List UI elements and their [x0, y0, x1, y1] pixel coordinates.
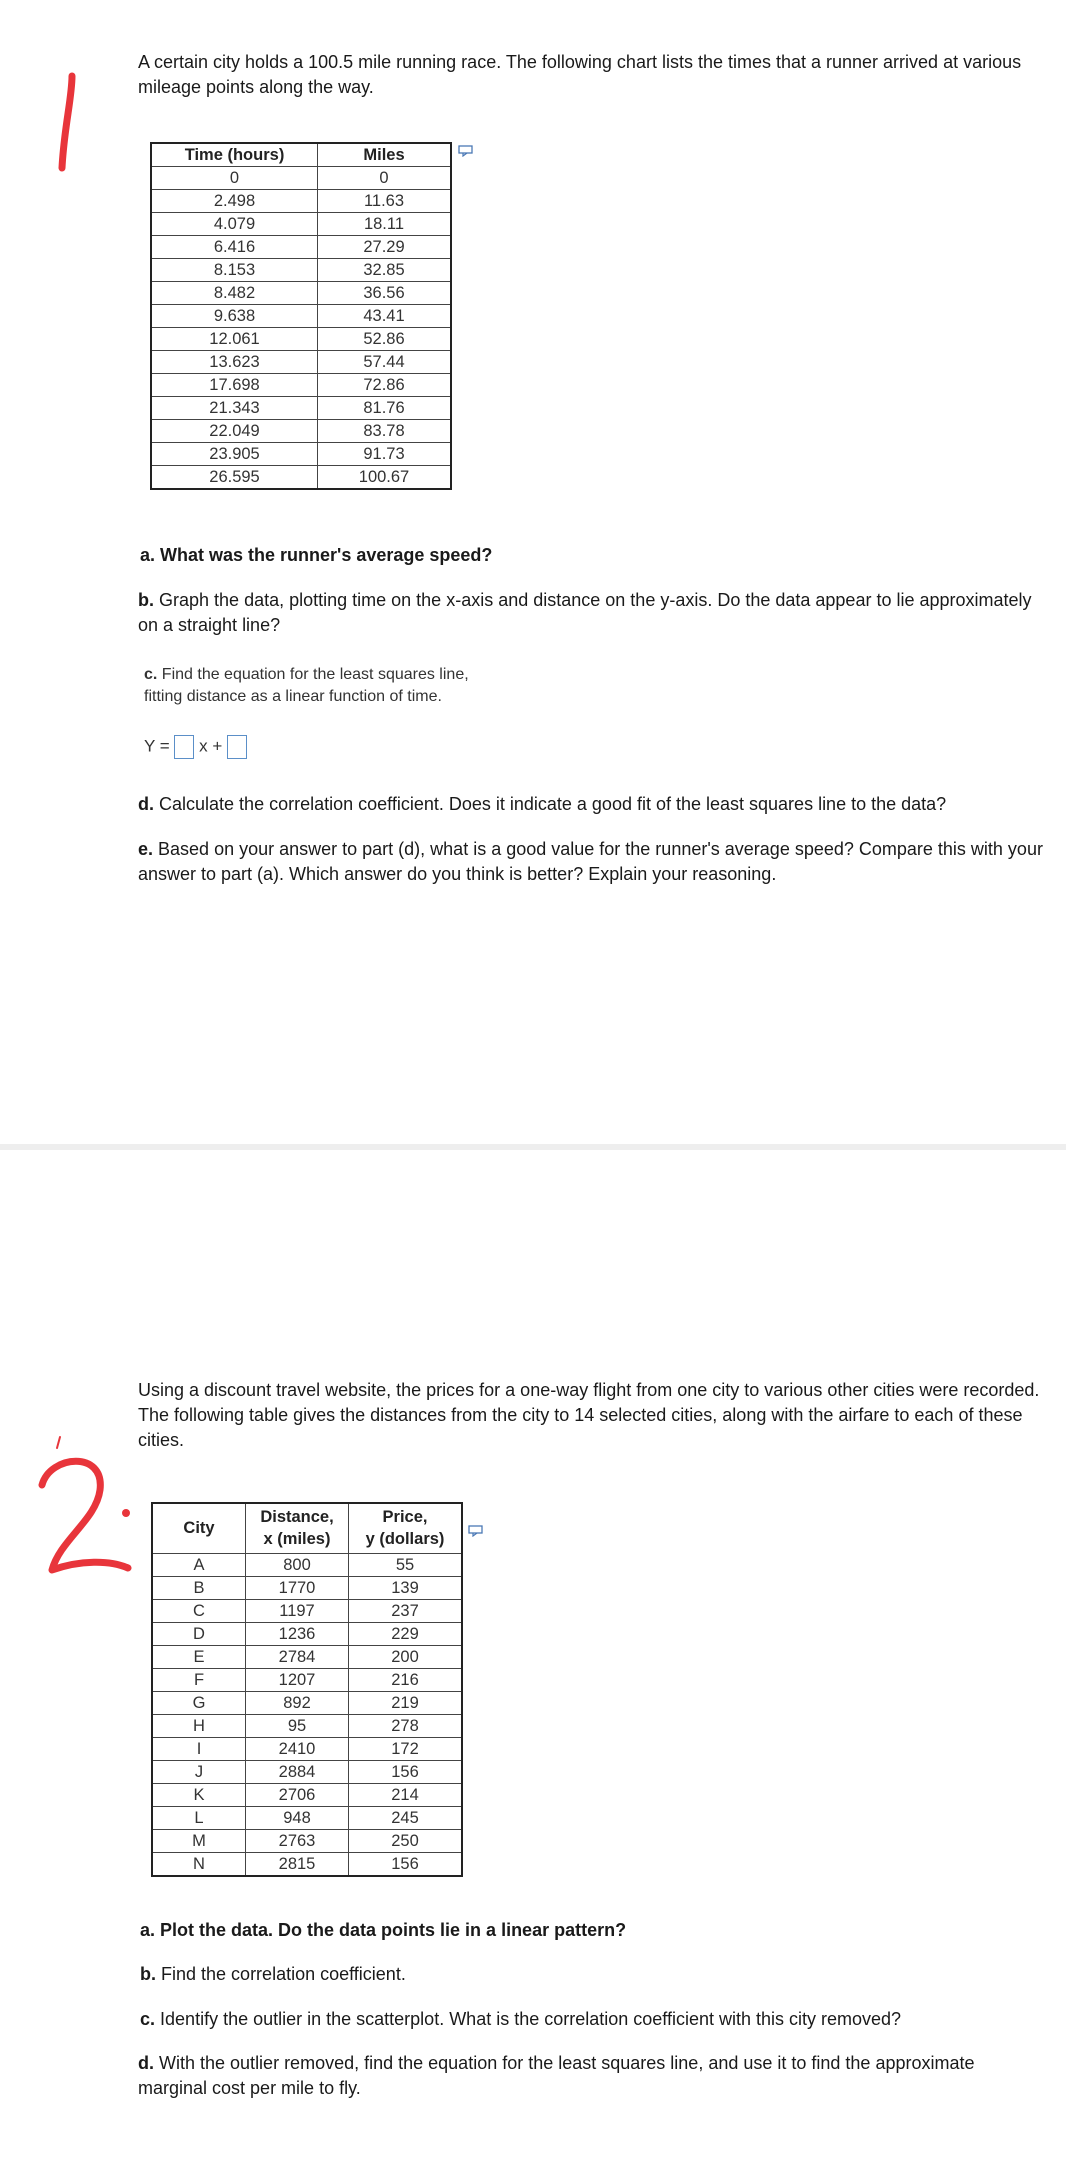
table-row	[152, 1668, 462, 1691]
city-cell: D	[152, 1622, 246, 1645]
time-cell: 23.905	[151, 443, 318, 466]
table-header-miles: Miles	[318, 143, 452, 167]
time-cell: 2.498	[151, 190, 318, 213]
miles-cell: 32.85	[318, 259, 452, 282]
table-header-time: Time (hours)	[151, 143, 318, 167]
price-cell: 216	[349, 1668, 463, 1691]
table-row	[151, 351, 451, 374]
distance-cell: 800	[246, 1553, 349, 1576]
table-row	[152, 1622, 462, 1645]
city-cell: H	[152, 1714, 246, 1737]
question-text: Identify the outlier in the scatterplot. What is the correlation coefficient with this city removed?	[160, 2009, 902, 2029]
time-cell: 8.482	[151, 282, 318, 305]
question-text: Graph the data, plotting time on the x-axis and distance on the y-axis. Do the data appear to lie approximately on a straight line?	[138, 590, 1032, 635]
city-cell: B	[152, 1576, 246, 1599]
table-row	[152, 1737, 462, 1760]
miles-cell: 83.78	[318, 420, 452, 443]
handwritten-number-2	[30, 1420, 140, 1580]
city-cell: C	[152, 1599, 246, 1622]
city-cell: K	[152, 1783, 246, 1806]
time-cell: 13.623	[151, 351, 318, 374]
handwritten-number-1	[50, 68, 80, 178]
miles-cell: 36.56	[318, 282, 452, 305]
problem-1-question-e	[138, 837, 1043, 887]
problem-2-question-d	[138, 2051, 1043, 2101]
distance-cell: 2706	[246, 1783, 349, 1806]
table-header-city: City	[152, 1503, 246, 1553]
question-label: a.	[140, 545, 156, 565]
problem-2-question-a	[140, 1918, 1040, 1943]
table-row	[152, 1645, 462, 1668]
miles-cell: 72.86	[318, 374, 452, 397]
table-header-price	[349, 1503, 463, 1553]
table-row	[152, 1829, 462, 1852]
table-row	[151, 167, 451, 190]
question-text: Find the correlation coefficient.	[161, 1964, 406, 1984]
section-divider	[0, 1144, 1066, 1150]
table-row	[152, 1553, 462, 1576]
distance-cell: 2784	[246, 1645, 349, 1668]
problem-1-question-c	[144, 664, 644, 708]
equation-x-label: x +	[199, 736, 223, 756]
question-label: d.	[138, 794, 154, 814]
city-cell: J	[152, 1760, 246, 1783]
city-cell: A	[152, 1553, 246, 1576]
price-cell: 172	[349, 1737, 463, 1760]
problem-1-intro: A certain city holds a 100.5 mile running race. The following chart lists the times that a runner arrived at various mileage points along the way.	[138, 52, 1022, 97]
distance-cell: 1207	[246, 1668, 349, 1691]
header-line: x (miles)	[263, 1530, 331, 1549]
table-row	[152, 1576, 462, 1599]
price-cell: 156	[349, 1760, 463, 1783]
price-cell: 156	[349, 1852, 463, 1876]
miles-cell: 52.86	[318, 328, 452, 351]
slope-input-box[interactable]	[174, 735, 194, 759]
price-cell: 250	[349, 1829, 463, 1852]
time-cell: 8.153	[151, 259, 318, 282]
header-line: Price,	[382, 1508, 428, 1527]
price-cell: 55	[349, 1553, 463, 1576]
city-cell: F	[152, 1668, 246, 1691]
miles-cell: 81.76	[318, 397, 452, 420]
time-cell: 4.079	[151, 213, 318, 236]
city-cell: M	[152, 1829, 246, 1852]
table-row	[151, 190, 451, 213]
table-row	[151, 443, 451, 466]
miles-cell: 11.63	[318, 190, 452, 213]
problem-1-question-b	[138, 588, 1038, 638]
question-text: Based on your answer to part (d), what is a good value for the runner's average speed? Compare this with your answer to part (a). Which answer do you think is better? Explain your reasoning.	[138, 839, 1043, 884]
table-row	[152, 1760, 462, 1783]
price-cell: 229	[349, 1622, 463, 1645]
question-label: b.	[138, 590, 154, 610]
problem-1-question-a	[140, 543, 1040, 568]
question-label: d.	[138, 2053, 154, 2073]
city-cell: L	[152, 1806, 246, 1829]
question-text: Plot the data. Do the data points lie in a linear pattern?	[160, 1920, 627, 1940]
time-cell: 9.638	[151, 305, 318, 328]
miles-cell: 18.11	[318, 213, 452, 236]
problem-2-table	[151, 1502, 463, 1877]
price-cell: 200	[349, 1645, 463, 1668]
time-cell: 26.595	[151, 466, 318, 490]
question-label: e.	[138, 839, 154, 859]
question-text: Calculate the correlation coefficient. Does it indicate a good fit of the least squares line to the data?	[159, 794, 947, 814]
table-row	[152, 1691, 462, 1714]
question-text: With the outlier removed, find the equation for the least squares line, and use it to find the approximate marginal cost per mile to fly.	[138, 2053, 975, 2098]
question-text: What was the runner's average speed?	[160, 545, 493, 565]
price-cell: 245	[349, 1806, 463, 1829]
question-label: b.	[140, 1964, 156, 1984]
price-cell: 237	[349, 1599, 463, 1622]
distance-cell: 1197	[246, 1599, 349, 1622]
price-cell: 214	[349, 1783, 463, 1806]
table-row	[151, 328, 451, 351]
city-cell: N	[152, 1852, 246, 1876]
price-cell: 278	[349, 1714, 463, 1737]
table-row	[151, 259, 451, 282]
table-row	[151, 305, 451, 328]
time-cell: 12.061	[151, 328, 318, 351]
question-label: a.	[140, 1920, 156, 1940]
table-row	[151, 213, 451, 236]
problem-2-question-b	[140, 1962, 1040, 1987]
table-header-distance	[246, 1503, 349, 1553]
city-cell: G	[152, 1691, 246, 1714]
miles-cell: 100.67	[318, 466, 452, 490]
table-row	[151, 236, 451, 259]
miles-cell: 0	[318, 167, 452, 190]
price-cell: 219	[349, 1691, 463, 1714]
question-label: c.	[140, 2009, 156, 2029]
distance-cell: 95	[246, 1714, 349, 1737]
table-row	[151, 466, 451, 490]
distance-cell: 2884	[246, 1760, 349, 1783]
question-label: c.	[144, 666, 158, 683]
city-cell: I	[152, 1737, 246, 1760]
city-cell: E	[152, 1645, 246, 1668]
equation-y-label: Y =	[144, 736, 170, 756]
distance-cell: 892	[246, 1691, 349, 1714]
copy-table-icon[interactable]	[468, 1525, 484, 1537]
question-text-line-1: Find the equation for the least squares line,	[161, 666, 469, 683]
table-row	[152, 1599, 462, 1622]
table-row	[151, 374, 451, 397]
table-row	[151, 420, 451, 443]
time-cell: 22.049	[151, 420, 318, 443]
question-text-line-2: fitting distance as a linear function of time.	[144, 688, 442, 705]
table-row	[151, 397, 451, 420]
problem-2-question-c	[140, 2007, 1045, 2032]
distance-cell: 948	[246, 1806, 349, 1829]
problem-2-intro: Using a discount travel website, the prices for a one-way flight from one city to various other cities were recorded. The following table gives the distances from the city to 14 selected cities, along with the airfare to each of these cities.	[138, 1380, 1040, 1450]
time-cell: 21.343	[151, 397, 318, 420]
header-line: y (dollars)	[365, 1530, 445, 1549]
problem-1-table	[150, 142, 452, 490]
table-row	[152, 1783, 462, 1806]
time-cell: 17.698	[151, 374, 318, 397]
table-row	[151, 282, 451, 305]
header-line: Distance,	[260, 1508, 334, 1527]
distance-cell: 2815	[246, 1852, 349, 1876]
table-row	[152, 1806, 462, 1829]
miles-cell: 57.44	[318, 351, 452, 374]
distance-cell: 1770	[246, 1576, 349, 1599]
table-row	[152, 1852, 462, 1876]
miles-cell: 91.73	[318, 443, 452, 466]
distance-cell: 2763	[246, 1829, 349, 1852]
distance-cell: 1236	[246, 1622, 349, 1645]
time-cell: 0	[151, 167, 318, 190]
price-cell: 139	[349, 1576, 463, 1599]
time-cell: 6.416	[151, 236, 318, 259]
problem-1-question-d	[138, 792, 1038, 817]
least-squares-equation	[144, 735, 247, 759]
copy-table-icon[interactable]	[458, 145, 474, 157]
table-row	[152, 1714, 462, 1737]
miles-cell: 27.29	[318, 236, 452, 259]
distance-cell: 2410	[246, 1737, 349, 1760]
miles-cell: 43.41	[318, 305, 452, 328]
intercept-input-box[interactable]	[227, 735, 247, 759]
